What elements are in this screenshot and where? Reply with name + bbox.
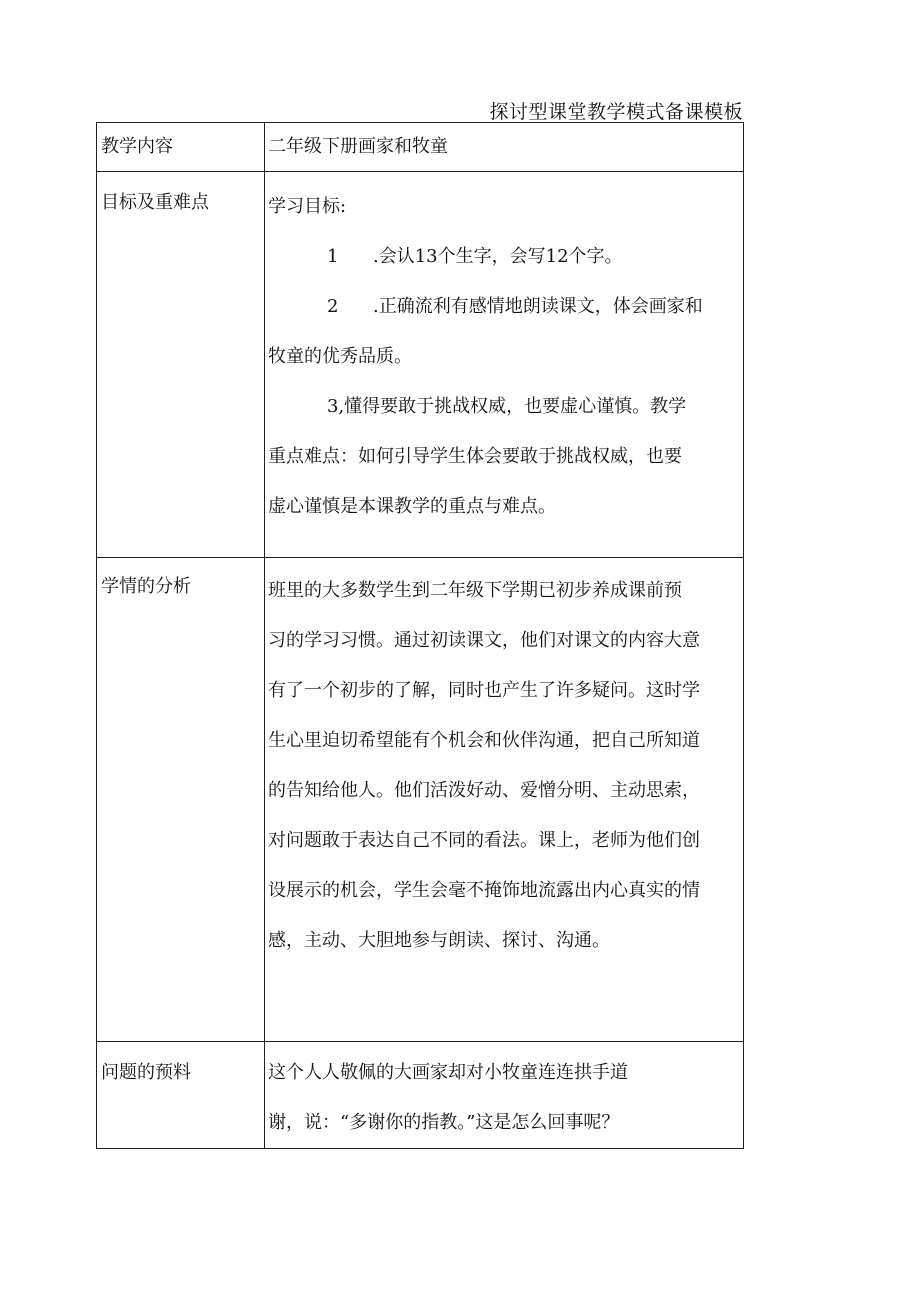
goal-item-1-number: 1 xyxy=(327,246,339,267)
table-row-goals xyxy=(97,172,744,558)
table-row-issues xyxy=(97,1042,744,1149)
value-cell xyxy=(265,1042,744,1149)
goals-body xyxy=(265,172,743,532)
goal-item-3-continued-2: 虚心谨慎是本课教学的重点与难点。 xyxy=(268,496,556,517)
label-cell xyxy=(97,1042,265,1149)
analysis-line: 的告知给他人。他们活泼好动、爱憎分明、主动思索， xyxy=(268,780,700,801)
value-cell xyxy=(265,172,744,558)
teaching-content-value: 二年级下册画家和牧童 xyxy=(268,136,448,157)
goals-heading: 学习目标: xyxy=(268,196,347,217)
issues-body xyxy=(265,1042,743,1148)
goal-item-2-text: .正确流利有感情地朗读课文，体会画家和 xyxy=(373,296,703,317)
teaching-content-label: 教学内容 xyxy=(101,136,173,157)
value-cell xyxy=(265,123,744,172)
document-title: 探讨型课堂教学模式备课模板 xyxy=(489,101,743,123)
analysis-line: 有了一个初步的了解，同时也产生了许多疑问。这时学 xyxy=(268,680,700,701)
label-cell xyxy=(97,172,265,558)
lesson-plan-table xyxy=(96,122,744,1149)
label-cell xyxy=(97,558,265,1042)
goal-item-1-text: .会认13个生字，会写12个字。 xyxy=(373,246,623,267)
issues-line: 谢，说：“多谢你的指教。”这是怎么回事呢？ xyxy=(268,1112,620,1133)
goal-item-3-continued: 重点难点：如何引导学生体会要敢于挑战权威，也要 xyxy=(268,446,682,467)
goals-label: 目标及重难点 xyxy=(101,192,209,213)
analysis-line: 习的学习习惯。通过初读课文，他们对课文的内容大意 xyxy=(268,630,700,651)
issues-line: 这个人人敬佩的大画家却对小牧童连连拱手道 xyxy=(268,1062,628,1083)
analysis-line: 对问题敢于表达自己不同的看法。课上，老师为他们创 xyxy=(268,830,700,851)
analysis-body xyxy=(265,558,743,966)
goal-item-1 xyxy=(265,232,743,282)
analysis-line: 班里的大多数学生到二年级下学期已初步养成课前预 xyxy=(268,580,682,601)
analysis-line: 感，主动、大胆地参与朗读、探讨、沟通。 xyxy=(268,930,610,951)
table-row-analysis xyxy=(97,558,744,1042)
analysis-line: 设展示的机会，学生会毫不掩饰地流露出内心真实的情 xyxy=(268,880,700,901)
goal-item-3: 3,懂得要敢于挑战权威，也要虚心谨慎。教学 xyxy=(327,396,687,417)
goal-item-2 xyxy=(265,282,743,332)
issues-label: 问题的预料 xyxy=(101,1062,191,1083)
label-cell xyxy=(97,123,265,172)
goal-item-2-number: 2 xyxy=(327,296,339,317)
table-row-teaching-content xyxy=(97,123,744,172)
goal-item-2-continued: 牧童的优秀品质。 xyxy=(268,346,412,367)
analysis-label: 学情的分析 xyxy=(101,576,191,597)
value-cell xyxy=(265,558,744,1042)
analysis-line: 生心里迫切希望能有个机会和伙伴沟通，把自己所知道 xyxy=(268,730,700,751)
